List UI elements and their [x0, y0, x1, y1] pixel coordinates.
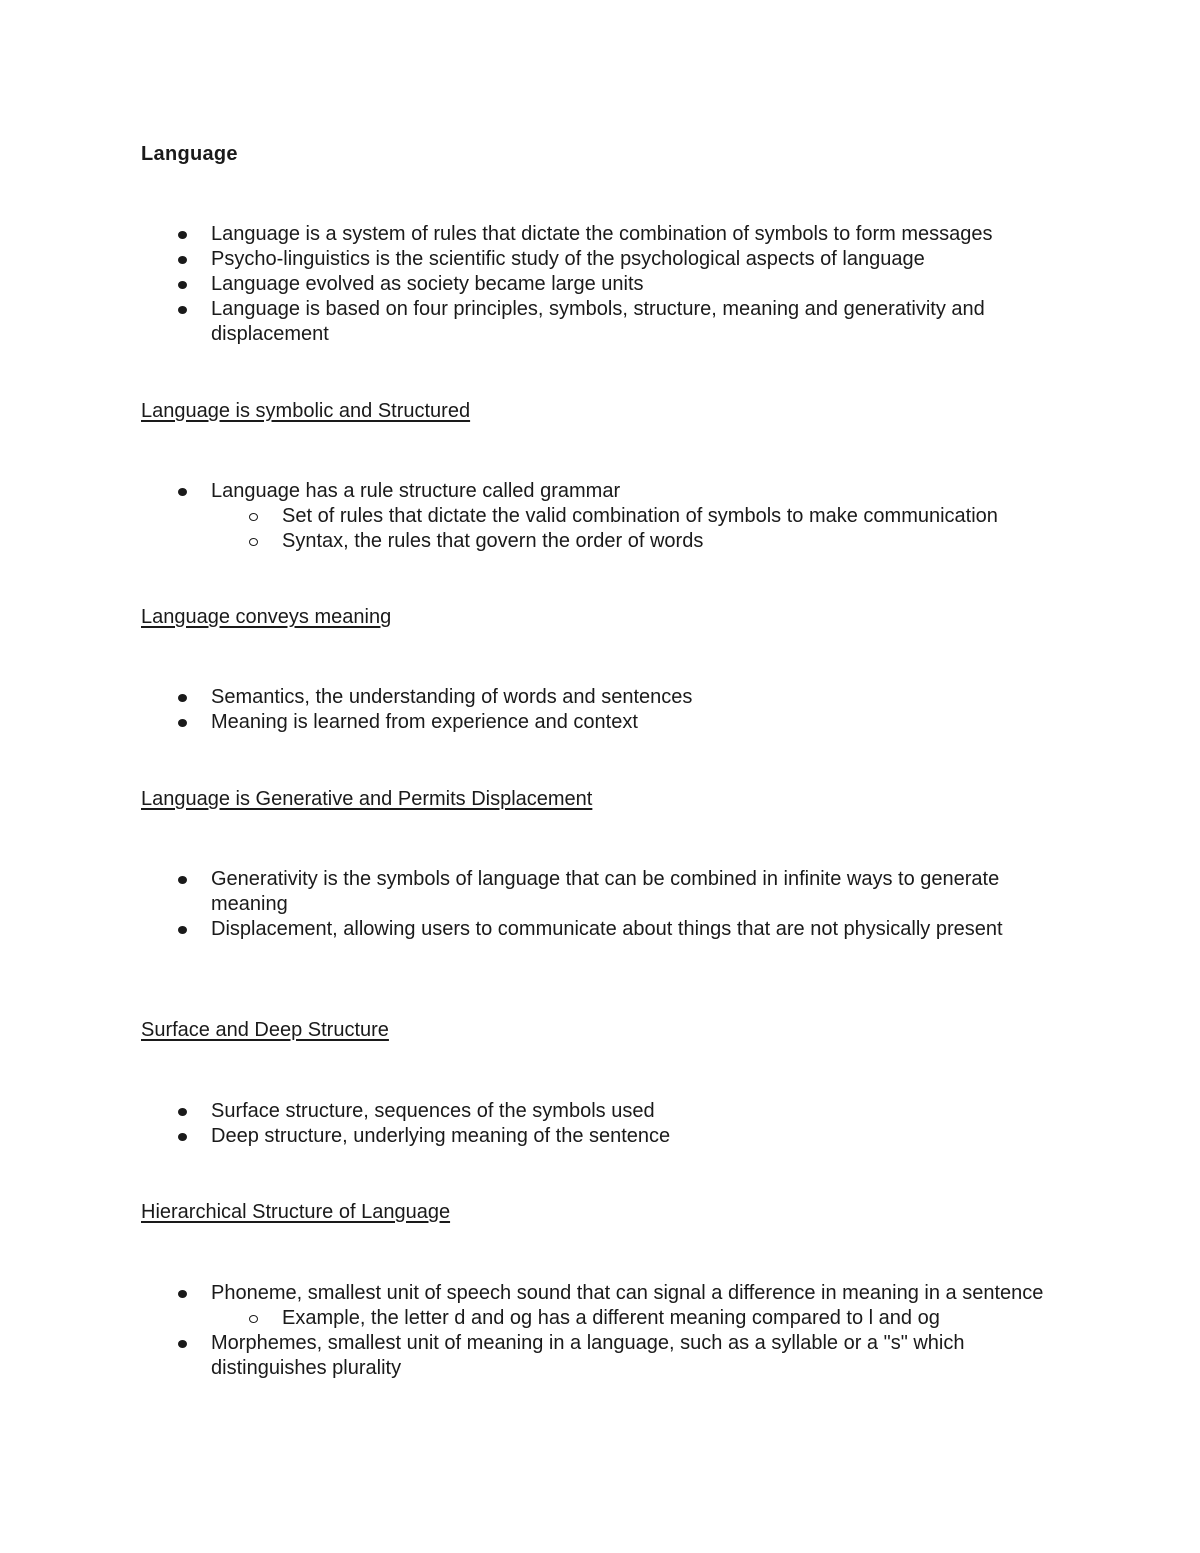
list-item: Language is a system of rules that dictate the combination of symbols to form messages	[0, 222, 1061, 247]
conveys-meaning-list	[0, 685, 1100, 735]
sub-list-item: Example, the letter d and og has a different meaning compared to l and og	[0, 1306, 1082, 1331]
list-item: Language evolved as society became large units	[0, 272, 1061, 297]
generative-displacement-list	[0, 867, 1100, 942]
document-title: Language	[141, 143, 238, 165]
section-heading-surface-deep-structure: Surface and Deep Structure	[141, 1019, 389, 1041]
surface-deep-structure-list	[0, 1099, 1100, 1149]
list-item: Phoneme, smallest unit of speech sound that can signal a difference in meaning in a sentence	[0, 1281, 1061, 1306]
list-item: Language has a rule structure called grammar	[0, 479, 1061, 504]
list-item: Meaning is learned from experience and context	[0, 710, 1061, 735]
list-item: Morphemes, smallest unit of meaning in a language, such as a syllable or a "s" which distinguishes plurality	[0, 1331, 1061, 1381]
list-item: Deep structure, underlying meaning of the sentence	[0, 1124, 1061, 1149]
list-item: Generativity is the symbols of language that can be combined in infinite ways to generate meaning	[0, 867, 1061, 917]
section-heading-generative-displacement: Language is Generative and Permits Displacement	[141, 788, 593, 810]
sub-list-item: Syntax, the rules that govern the order of words	[0, 529, 1082, 554]
list-item: Displacement, allowing users to communicate about things that are not physically present	[0, 917, 1061, 942]
section-heading-hierarchical-structure: Hierarchical Structure of Language	[141, 1201, 451, 1223]
intro-list	[0, 222, 1100, 347]
symbolic-structured-list	[0, 479, 1100, 554]
section-heading-symbolic-structured: Language is symbolic and Structured	[141, 400, 471, 422]
list-item: Language is based on four principles, symbols, structure, meaning and generativity and displacement	[0, 297, 1061, 347]
sub-list-item: Set of rules that dictate the valid combination of symbols to make communication	[0, 504, 1082, 529]
list-item: Psycho-linguistics is the scientific study of the psychological aspects of language	[0, 247, 1061, 272]
hierarchical-structure-list	[0, 1281, 1100, 1381]
section-heading-conveys-meaning: Language conveys meaning	[141, 606, 392, 628]
list-item: Semantics, the understanding of words and sentences	[0, 685, 1061, 710]
list-item: Surface structure, sequences of the symbols used	[0, 1099, 1061, 1124]
